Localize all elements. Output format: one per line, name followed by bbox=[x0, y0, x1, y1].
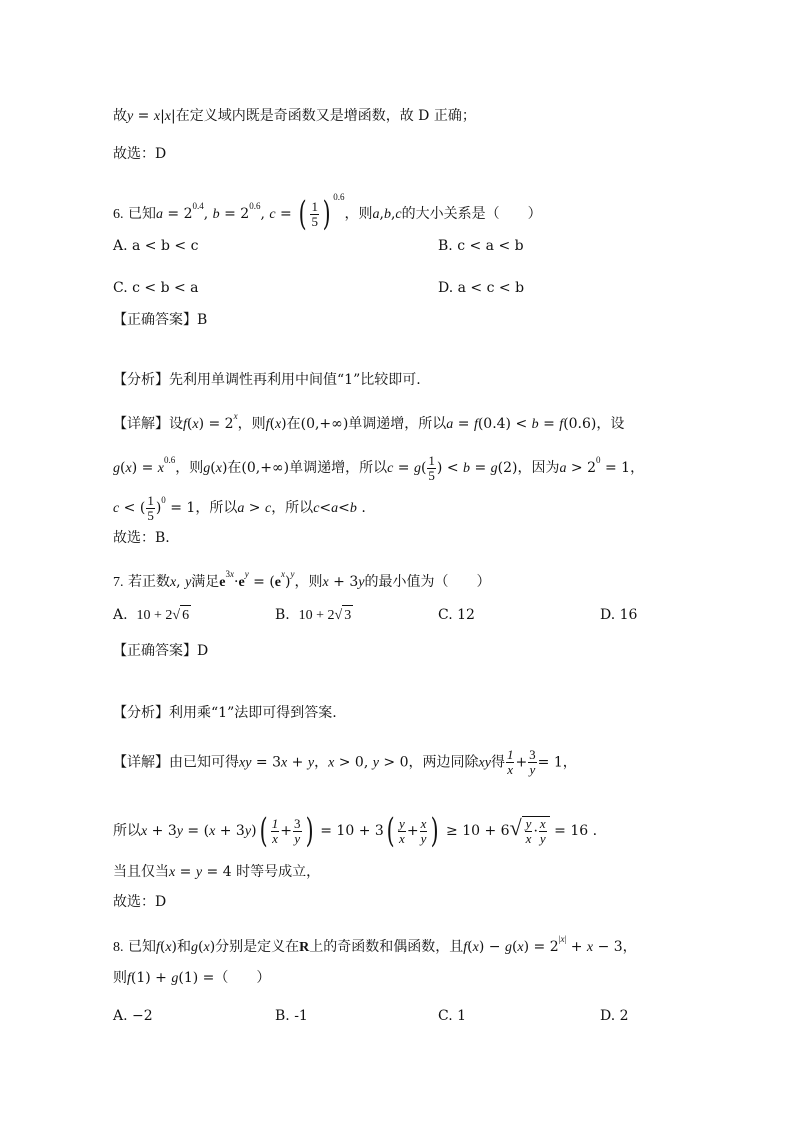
q7-option-d[interactable]: D. 16 bbox=[600, 607, 638, 623]
q6-analysis: 【分析】先利用单调性再利用中间值“1”比较即可. bbox=[113, 372, 421, 388]
q7-select: 故选：D bbox=[113, 894, 167, 910]
conclusion-line: 故y = x|x|在定义域内既是奇函数又是增函数，故 D 正确； bbox=[113, 108, 476, 124]
q8-option-c[interactable]: C. 1 bbox=[438, 1008, 467, 1024]
q7-detail-2: 所以x + 3y = (x + 3y)( $\frac{1}{x}$ + $\frac{3}{y}$ ) = 10 + 3( $\frac{y}{x}$ + $\frac{x}{y}$ ) ≥ 10 + 6√ $\frac{y}{x}$ · $\frac{x}{y}$ = 16 . bbox=[113, 811, 598, 851]
q6-option-a[interactable]: A. a < b < c bbox=[113, 238, 199, 254]
question-7: 7. 若正数x, y满足$e^{3x}\cdot e^y = (e^x)^y$，则x + 3y的最小值为（ ） bbox=[113, 569, 491, 590]
q6-option-b[interactable]: B. c < a < b bbox=[438, 238, 524, 254]
question-8-line-1: 8. 已知f(x)和g(x)分别是定义在R上的奇函数和偶函数，且$f(x) - g(x) = 2^{|x|} + x - 3$， bbox=[113, 934, 637, 955]
q6-select: 故选：B. bbox=[113, 530, 170, 546]
q6-detail-1: 【详解】设$f(x) = 2^x$，则f(x)在(0,+∞)单调递增，所以a = f(0.4) < b = f(0.6)，设 bbox=[113, 411, 625, 432]
q6-detail-2: $g(x) = x^{0.6}$，则g(x)在(0,+∞)单调递增，所以c = g( $\frac{1}{5}$ ) < b = g(2)，因为$a > 2^0 = 1$， bbox=[113, 452, 645, 483]
q8-option-d[interactable]: D. 2 bbox=[600, 1008, 629, 1024]
q6-option-c[interactable]: C. c < b < a bbox=[113, 280, 199, 296]
q8-option-a[interactable]: A. −2 bbox=[113, 1008, 153, 1024]
q7-analysis: 【分析】利用乘“1”法即可得到答案. bbox=[113, 705, 337, 721]
answer-select-prev: 故选：D bbox=[113, 146, 167, 162]
q8-option-b[interactable]: B. -1 bbox=[275, 1008, 308, 1024]
question-8-line-2: 则f(1) + g(1) =（ ） bbox=[113, 970, 271, 986]
q6-option-d[interactable]: D. a < c < b bbox=[438, 280, 525, 296]
q7-option-c[interactable]: C. 12 bbox=[438, 607, 475, 623]
text-rest: 在定义域内既是奇函数又是增函数，故 D 正确； bbox=[175, 108, 476, 124]
question-6: 6. 已知$a = 2^{0.4}$, $b = 2^{0.6}$, c = ( $\frac{1}{5}$ ) $^{0.6}$，则a,b,c的大小关系是（ ） bbox=[113, 192, 542, 234]
q7-option-b[interactable]: B. 10 + 2√ 3 bbox=[275, 605, 353, 626]
q7-correct-answer: 【正确答案】D bbox=[113, 643, 209, 659]
q7-detail-3: 当且仅当x = y = 4 时等号成立， bbox=[113, 864, 321, 880]
q7-option-a[interactable]: A. 10 + 2√ 6 bbox=[113, 605, 191, 626]
q7-detail-1: 【详解】由已知可得xy = 3x + y，x > 0, y > 0，两边同除xy得 $\frac{1}{x}$ + $\frac{3}{y}$ = 1， bbox=[113, 747, 577, 777]
text-prefix: 故 bbox=[113, 108, 127, 124]
q6-correct-answer: 【正确答案】B bbox=[113, 312, 208, 328]
q6-detail-3: c < ( $\frac{1}{5}$ )$^0$ = 1，所以a > c，所以c<a<b . bbox=[113, 492, 366, 523]
